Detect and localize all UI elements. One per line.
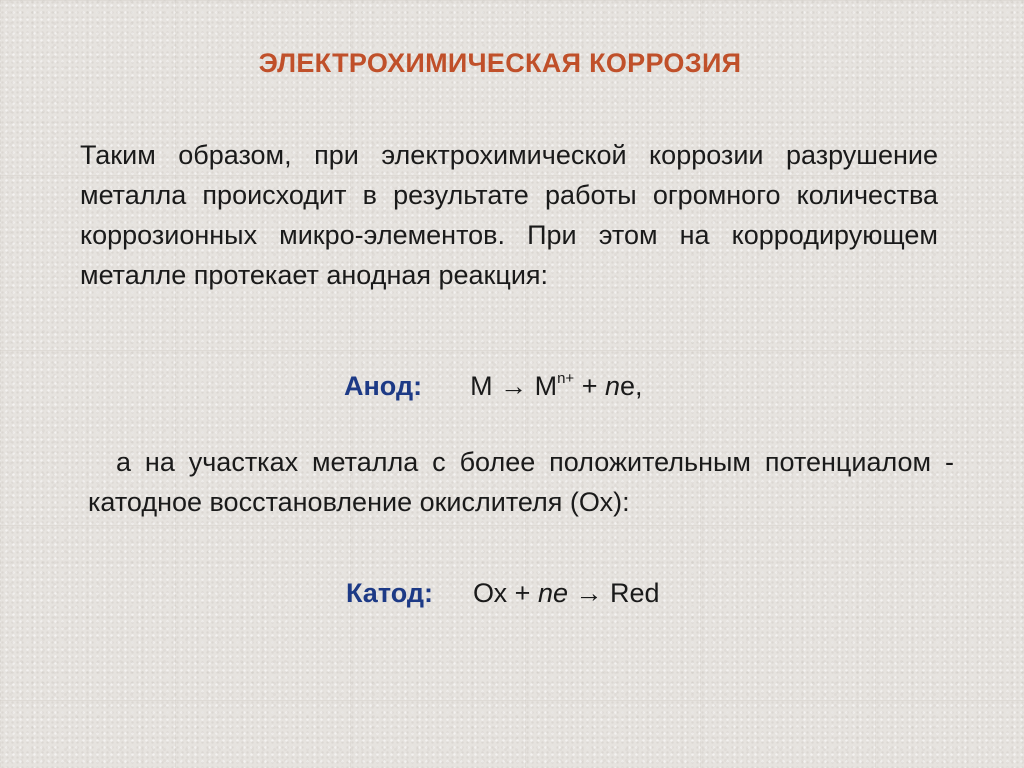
anode-expression (470, 371, 642, 401)
cathode-equation (346, 578, 660, 609)
anode-plus: + (574, 371, 605, 401)
anode-n: n (604, 371, 620, 401)
cathode-ox: Ох + (472, 578, 538, 608)
cathode-expression (473, 578, 660, 608)
anode-label: Анод: (344, 371, 423, 401)
anode-equation (344, 370, 643, 402)
anode-superscript: n+ (557, 370, 575, 387)
paragraph-cathode: а на участках металла с более положительным потенциалом - катодное восстановление окислителя (Ох): (88, 447, 954, 517)
cathode-rhs: → Red (567, 578, 660, 608)
slide-title: ЭЛЕКТРОХИМИЧЕСКАЯ КОРРОЗИЯ (258, 48, 742, 78)
cathode-ne: ne (537, 578, 568, 608)
paragraph-intro: Таким образом, при электрохимической коррозии разрушение металла происходит в результате работы огромного количества коррозионных микро-элементов. При этом на корродирующем металле протекает анодная реакция: (80, 140, 938, 290)
anode-e: е, (620, 371, 643, 401)
cathode-label: Катод: (346, 578, 433, 608)
anode-lhs: М → М (470, 371, 558, 401)
